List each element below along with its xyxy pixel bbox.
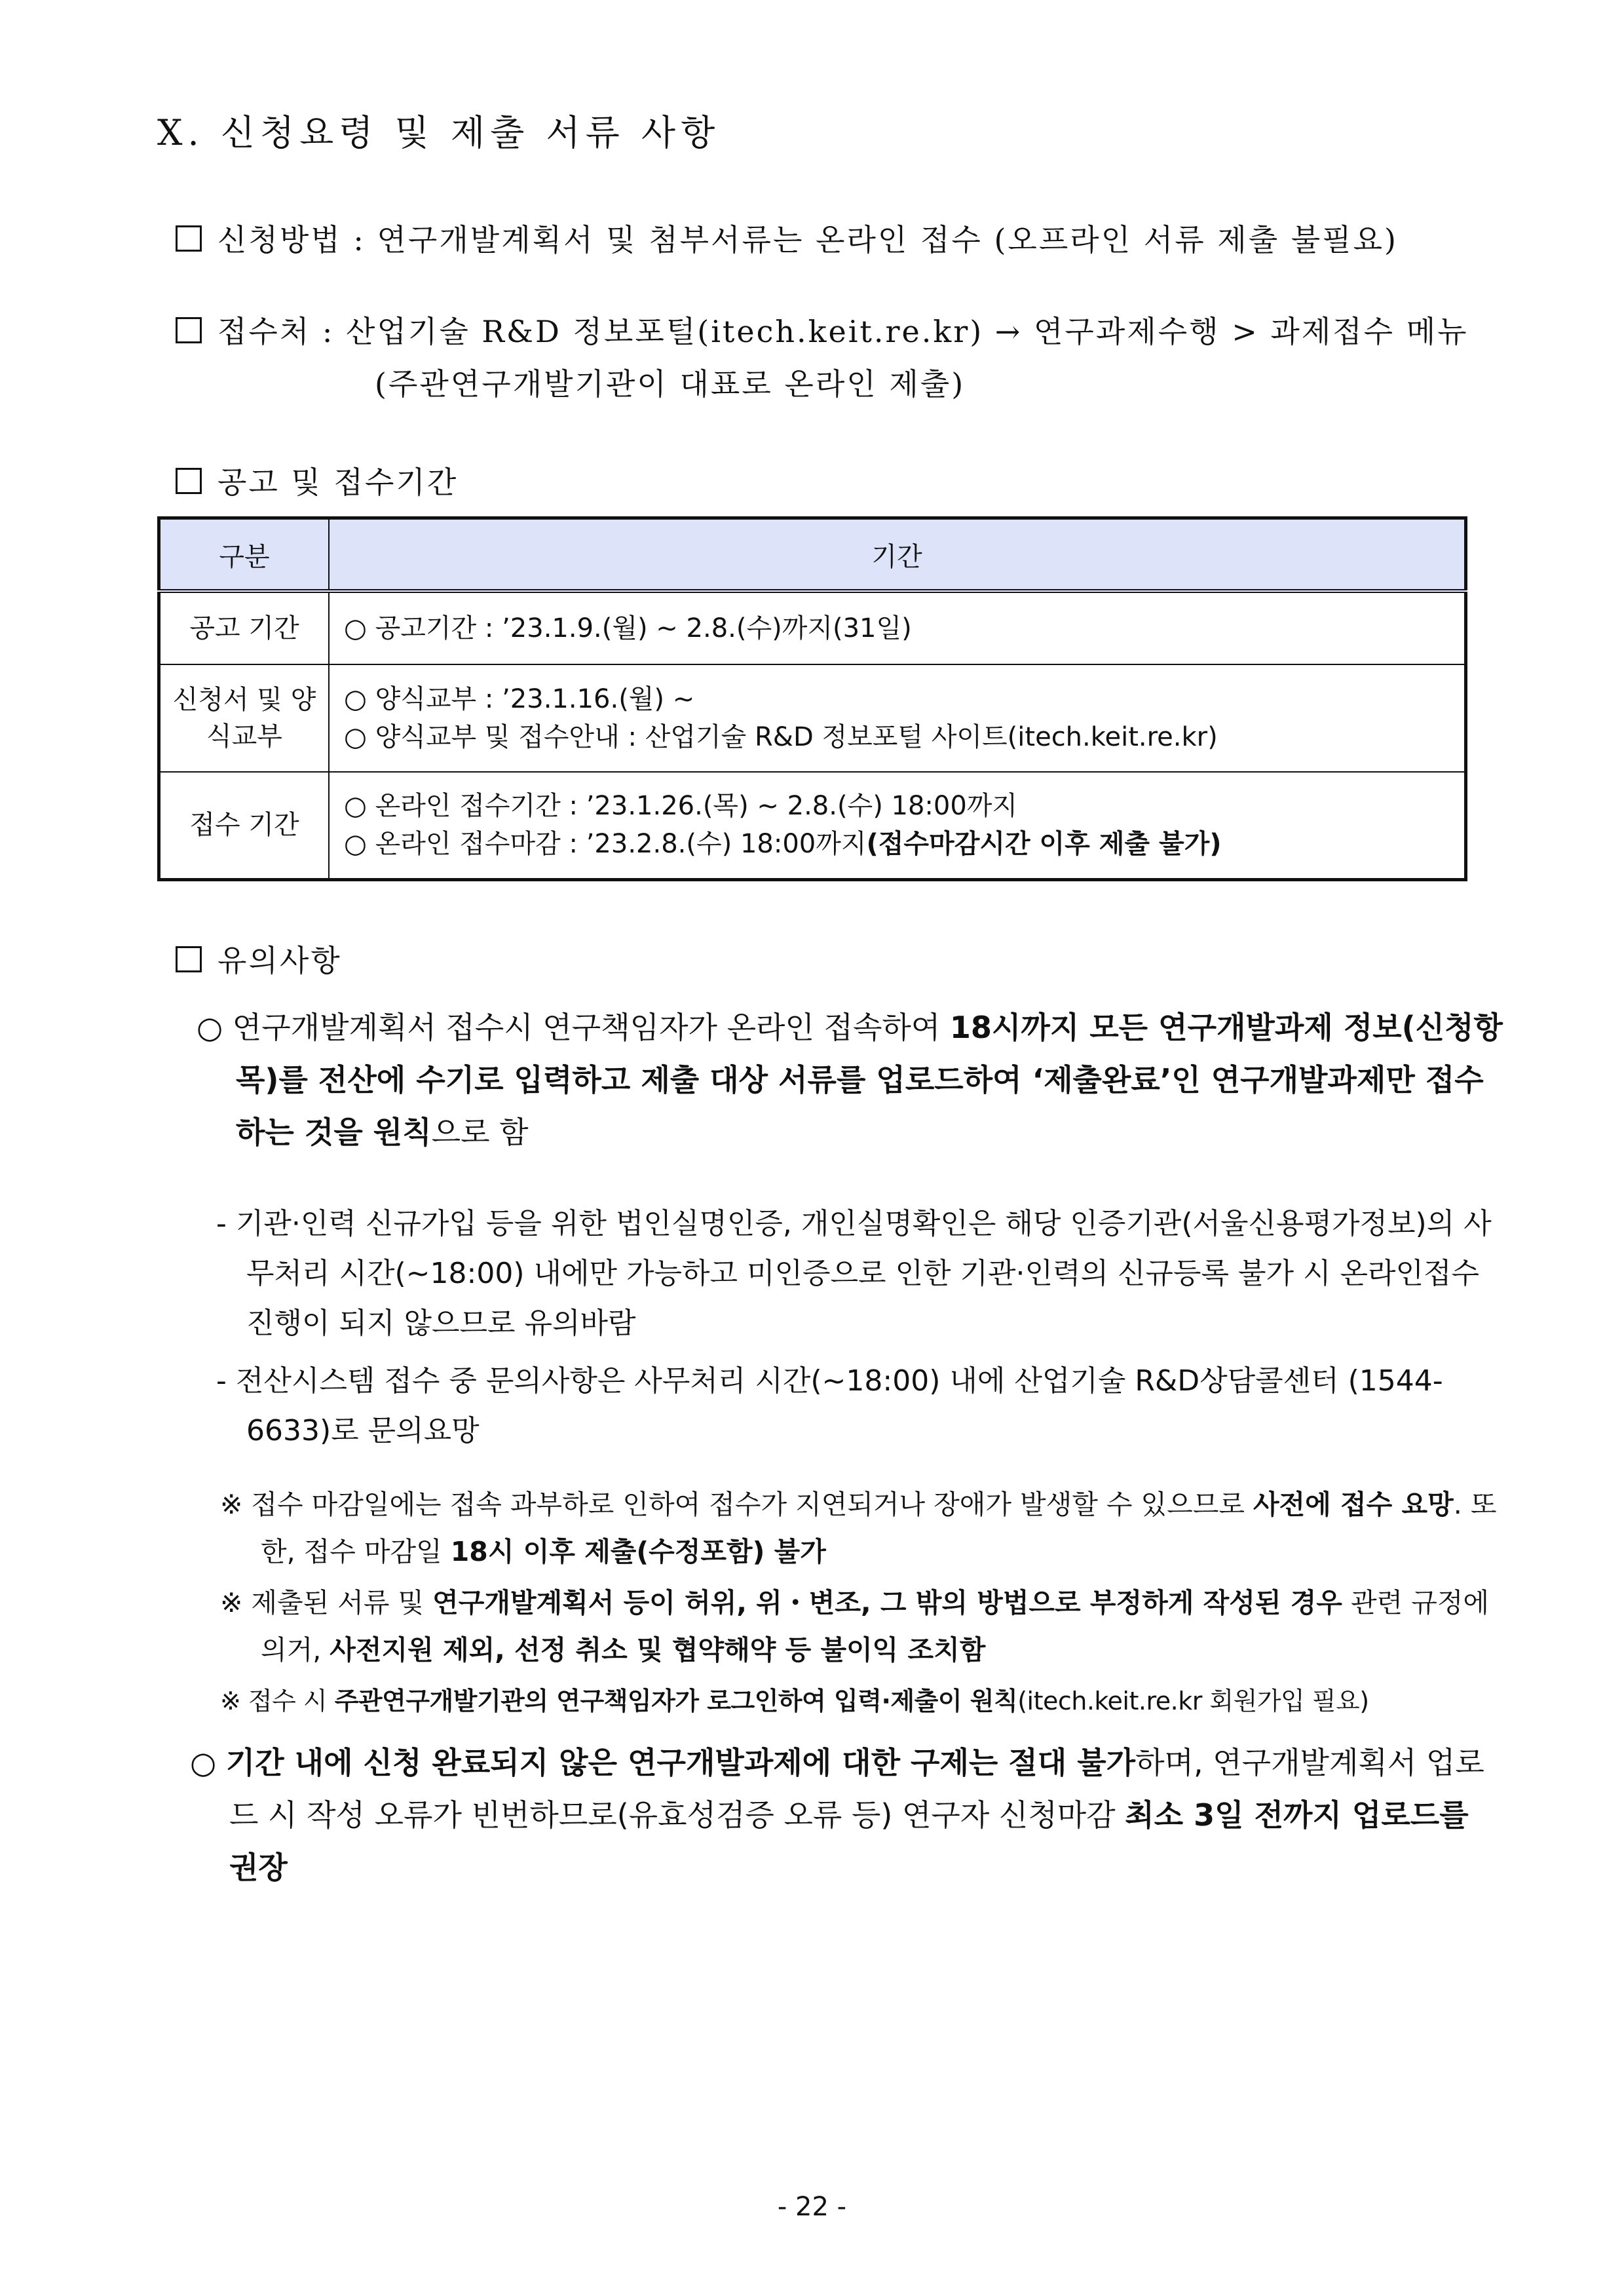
reception-text: : 산업기술 R&D 정보포털(itech.keit.re.kr) → 연구과제수행 > 과제접수 메뉴 [311,314,1469,349]
row-value: ○ 온라인 접수기간 : ’23.1.26.(목) ~ 2.8.(수) 18:00까지 ○ 온라인 접수마감 : ’23.2.8.(수) 18:00까지(접수마감시간 이후 제출 불가) [329,772,1466,879]
col-period: 기간 [329,518,1466,592]
row-value: ○ 양식교부 : ’23.1.16.(월) ~ ○ 양식교부 및 접수안내 : 산업기술 R&D 정보포털 사이트(itech.keit.re.kr) [329,664,1466,772]
table-header-row [159,518,1466,592]
checkbox-square-icon [176,946,202,972]
table-row [159,591,1466,664]
note-paragraph-1: ○ 연구개발계획서 접수시 연구책임자가 온라인 접속하여 18시까지 모든 연구개발과제 정보(신청항목)를 전산에 수기로 입력하고 제출 대상 서류를 업로드하여 ‘제출완료’인 연구개발과제만 접수하는 것을 원칙으로 함 [197,1010,1503,1150]
row-value: ○ 공고기간 : ’23.1.9.(월) ~ 2.8.(수)까지(31일) [329,591,1466,664]
note-detail-1: - 기관·인력 신규가입 등을 위한 법인실명인증, 개인실명확인은 해당 인증기관(서울신용평가정보)의 사무처리 시간(~18:00) 내에만 가능하고 미인증으로 인한 기관·인력의 신규등록 불가 시 온라인접수 진행이 되지 않으므로 유의바람 [216,1207,1492,1340]
method-label: 신청방법 [217,222,342,258]
remark-3: ※ 접수 시 주관연구개발기관의 연구책임자가 로그인하여 입력·제출이 원칙(itech.keit.re.kr 회원가입 필요) [220,1687,1369,1715]
page-number: - 22 - [777,2192,847,2222]
remark-1: ※ 접수 마감일에는 접속 과부하로 인하여 접수가 지연되거나 장애가 발생할 수 있으므로 사전에 접수 요망. 또한, 접수 마감일 18시 이후 제출(수정포함) 불가 [220,1489,1497,1567]
reception-line [176,308,1469,351]
note-paragraph-2: ○ 기간 내에 신청 완료되지 않은 연구개발과제에 대한 구제는 절대 불가하며, 연구개발계획서 업로드 시 작성 오류가 빈번하므로(유효성검증 오류 등) 연구자 신청마감 최소 3일 전까지 업로드를 권장 [190,1745,1484,1885]
section-title: X. 신청요령 및 제출 서류 사항 [157,112,721,153]
method-text: : 연구개발계획서 및 첨부서류는 온라인 접수 (오프라인 서류 제출 불필요) [341,222,1399,258]
schedule-heading: 공고 및 접수기간 [176,459,458,502]
method-line [176,216,1398,259]
checkbox-square-icon [176,225,202,252]
reception-label: 접수처 [217,314,311,349]
schedule-table [157,516,1467,881]
row-label: 공고 기간 [159,591,330,664]
note-detail-2: - 전산시스템 접수 중 문의사항은 사무처리 시간(~18:00) 내에 산업기술 R&D상담콜센터 (1544-6633)로 문의요망 [216,1364,1443,1447]
notes-heading: 유의사항 [176,937,342,980]
table-row [159,664,1466,772]
checkbox-square-icon [176,468,202,494]
checkbox-square-icon [176,317,202,343]
remark-2: ※ 제출된 서류 및 연구개발계획서 등이 허위, 위・변조, 그 밖의 방법으로 부정하게 작성된 경우 관련 규정에 의거, 사전지원 제외, 선정 취소 및 협약해약 등 불이익 조치함 [220,1587,1490,1666]
row-label: 접수 기간 [159,772,330,879]
row-label: 신청서 및 양식교부 [159,664,330,772]
table-row [159,772,1466,879]
col-category: 구분 [159,518,330,592]
reception-sub: (주관연구개발기관이 대표로 온라인 제출) [375,366,966,402]
